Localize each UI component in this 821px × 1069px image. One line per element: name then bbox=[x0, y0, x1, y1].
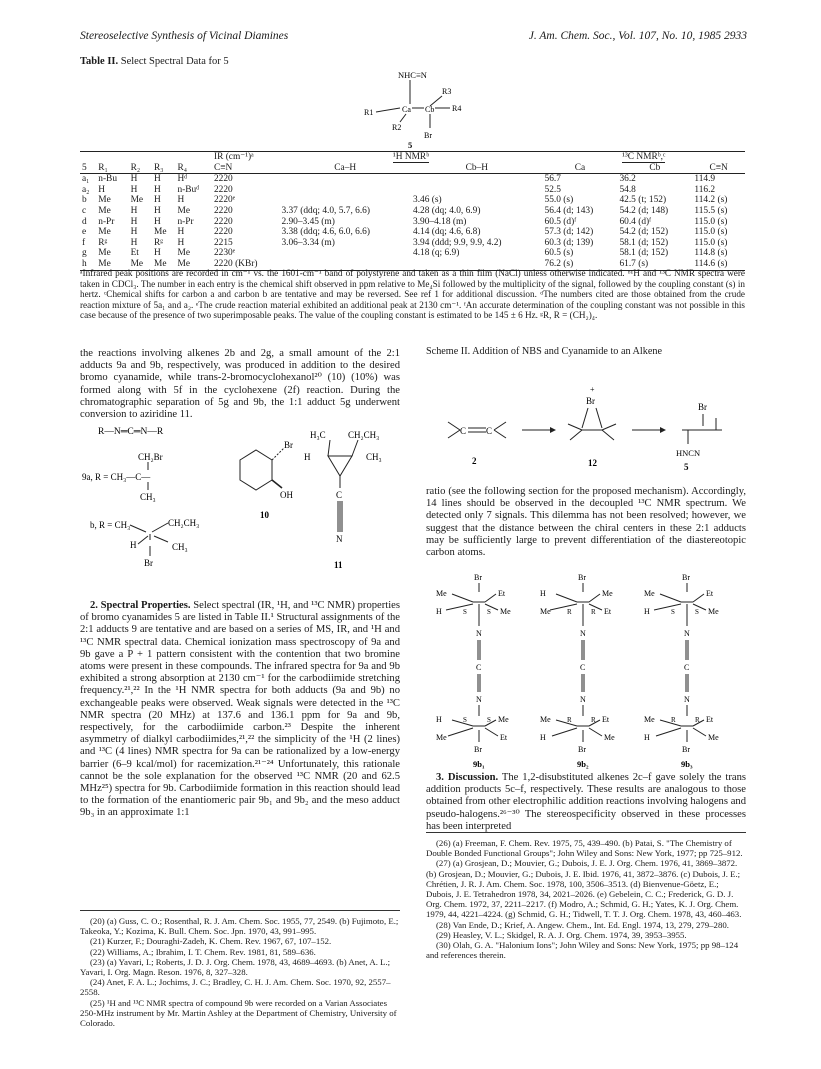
table-cell: 116.2 bbox=[694, 184, 716, 195]
struct9-bond bbox=[152, 523, 168, 532]
table-row bbox=[80, 206, 745, 217]
struct9-label-a: 9a, R = CH₃—C— bbox=[82, 472, 151, 482]
scheme-product-br: Br bbox=[698, 402, 707, 412]
table-cell bbox=[279, 174, 411, 185]
isomer-bond bbox=[656, 728, 681, 736]
scheme-alkene-c1: C bbox=[460, 426, 467, 436]
scheme-bond bbox=[494, 422, 506, 430]
table-cell: n-Pr bbox=[98, 216, 115, 227]
table-cell bbox=[411, 185, 543, 196]
table-cell: 4.28 (dq; 4.0, 6.9) bbox=[413, 205, 481, 216]
table-column-header: R₁ bbox=[96, 163, 128, 174]
reference-entry: (29) Heasley, V. L.; Skidgel, R. A. J. Org. Chem. 1974, 39, 3953–3955. bbox=[436, 929, 687, 940]
table-cell: 115.5 (s) bbox=[694, 205, 728, 216]
isomer-substituent: Et bbox=[500, 733, 508, 742]
struct-br: Br bbox=[424, 131, 432, 140]
left-para-2 bbox=[80, 600, 400, 820]
table-cell bbox=[279, 248, 411, 259]
table-number: Table II. bbox=[80, 56, 119, 67]
struct-r4: R4 bbox=[452, 104, 462, 113]
scheme-bond bbox=[568, 424, 582, 430]
struct10-bond bbox=[272, 480, 282, 488]
struct9-bond bbox=[138, 536, 148, 544]
table-cell: 56.4 (d; 143) bbox=[544, 205, 594, 216]
isomer-substituent: Me bbox=[644, 715, 655, 724]
table-cell: Me bbox=[154, 227, 167, 238]
scheme-bond bbox=[570, 430, 582, 440]
table-cell: Hᵈ bbox=[177, 174, 188, 185]
table-cell: e bbox=[82, 227, 87, 238]
struct11-bond bbox=[352, 440, 358, 456]
spectral-data-table bbox=[80, 151, 745, 271]
table-cell: 54.2 (d; 148) bbox=[619, 205, 669, 216]
isomer-stereo-label: R bbox=[591, 716, 596, 724]
table-cell: n-Pr bbox=[177, 216, 194, 227]
table-header-empty bbox=[80, 152, 212, 163]
isomer-bond bbox=[550, 604, 577, 610]
references-right bbox=[426, 838, 746, 960]
table-cell: H bbox=[154, 205, 161, 216]
table-cell: 60.5 (s) bbox=[544, 248, 574, 259]
scheme-bond bbox=[448, 430, 460, 438]
struct11-ch2ch3: CH₂CH₃ bbox=[348, 430, 380, 440]
isomer-atom-c: C bbox=[684, 663, 690, 672]
isomer-substituent: Me bbox=[708, 733, 719, 742]
isomer-br-top: Br bbox=[578, 573, 586, 582]
table-cell: 76.2 (s) bbox=[543, 259, 618, 270]
footnote-rule-left bbox=[80, 910, 400, 911]
struct-r1: R1 bbox=[364, 108, 374, 117]
scheme-title: Scheme II. Addition of NBS and Cyanamide to an Alkene bbox=[426, 346, 662, 357]
table-cell: H bbox=[154, 174, 161, 185]
isomer-br-top: Br bbox=[682, 573, 690, 582]
scheme-bond bbox=[596, 408, 602, 428]
reference-entry: (25) ¹H and ¹³C NMR spectra of compound 9b were recorded on a Varian Associates 250-MHz instrument by Mr. Martin Ashley at the Department of Chemistry, University of Colorado. bbox=[80, 997, 397, 1029]
isomer-stereo-label: R bbox=[567, 608, 572, 616]
table-cell: 60.4 (d)ᶠ bbox=[619, 216, 652, 227]
struct11-h3c: H₃C bbox=[310, 430, 326, 440]
table-cell: 115.0 (s) bbox=[694, 216, 728, 227]
isomer-bond bbox=[452, 594, 473, 602]
right-para-1: ratio (see the following section for the proposed mechanism). Accordingly, 14 lines should be observed in the decoupled ¹³C NMR spectrum. We detected only 7 signals. This dilemma has not been resolved; however, we suggest that the distance between the chiral centers in these 2:1 adducts may be sufficiently large to prevent differentiation of the diastereotopic carbon atoms. bbox=[426, 486, 746, 559]
isomer-br-top: Br bbox=[474, 573, 482, 582]
table-cell: Me bbox=[152, 259, 175, 270]
isomer-atom-c: C bbox=[580, 663, 586, 672]
table-group-header-row bbox=[80, 152, 745, 163]
isomer-stereo-label: R bbox=[671, 716, 676, 724]
table-row bbox=[80, 195, 745, 206]
table-cell: 2220 bbox=[213, 174, 233, 185]
isomer-br-bottom: Br bbox=[578, 745, 586, 754]
struct9-ch3: CH₃ bbox=[140, 492, 156, 502]
table-cell bbox=[411, 174, 543, 185]
isomer-br-bottom: Br bbox=[474, 745, 482, 754]
struct11-h: H bbox=[304, 452, 311, 462]
table-cell: 3.46 (s) bbox=[413, 195, 442, 206]
table-cell: 2220 bbox=[213, 216, 233, 227]
isomer-bond bbox=[448, 728, 473, 736]
table-cell: g bbox=[82, 248, 87, 259]
table-row bbox=[80, 238, 745, 249]
isomer-bond bbox=[693, 728, 706, 736]
isomer-substituent: H bbox=[644, 733, 650, 742]
table-cell: 2215 bbox=[213, 237, 233, 248]
section-title-spectral: 2. Spectral Properties. bbox=[90, 600, 191, 611]
table-column-header: 5 bbox=[80, 163, 96, 174]
left-para-1: the reactions involving alkenes 2b and 2g, a small amount of the 2:1 adducts 9a and 9b, respectively, was produced in addition to the desired bromo cyanamide, while trans-2-bromocyclohexanol²⁰ (10) (10%) was formed along with 5f in the cyclohexene (2f) reaction. During the chromatographic separation of 5g and 9b, the 1:1 adduct 5g underwent conversion to aziridine 11. bbox=[80, 348, 400, 421]
table-cell: 58.1 (d; 152) bbox=[619, 248, 669, 259]
isomer-substituent: H bbox=[644, 607, 650, 616]
isomer-label: 9b₃ bbox=[681, 759, 693, 769]
isomer-substituent: H bbox=[540, 733, 546, 742]
struct9-ch2ch3: CH₂CH₃ bbox=[168, 518, 200, 528]
table-cell: 2230ᵉ bbox=[213, 248, 236, 259]
isomer-bond bbox=[654, 604, 681, 610]
struct11-n: N bbox=[336, 534, 343, 544]
isomer-substituent: Et bbox=[498, 589, 506, 598]
table-cell: h bbox=[80, 259, 96, 270]
table-cell: 3.37 (ddq; 4.0, 5.7, 6.6) bbox=[281, 205, 370, 216]
table-cell: 57.3 (d; 142) bbox=[544, 227, 594, 238]
table-cell: Rᵍ bbox=[98, 237, 108, 248]
table-title bbox=[80, 56, 229, 67]
table-header-hnmr: ¹H NMRᵇ bbox=[279, 152, 542, 163]
isomer-bond bbox=[556, 594, 577, 602]
table-cell: Rᵍ bbox=[154, 237, 164, 248]
scheme-bond bbox=[582, 408, 588, 428]
table-cell: 3.38 (ddq; 4.6, 6.0, 6.6) bbox=[281, 227, 370, 238]
table-cell: H bbox=[177, 195, 185, 206]
table-cell: H bbox=[154, 195, 161, 206]
table-cell: n-Buᵈ bbox=[177, 184, 200, 195]
reference-entry: (26) (a) Freeman, F. Chem. Rev. 1975, 75, 439–490. (b) Patai, S. "The Chemistry of Double Bonded Functional Groups"; John Wiley and Sons: New York, 1977; pp 725–912. bbox=[426, 838, 743, 859]
table-cell: 55.0 (s) bbox=[544, 195, 574, 206]
struct-ca: Ca bbox=[402, 105, 411, 114]
reference-entry: (27) (a) Grosjean, D.; Mouvier, G.; Dubois, J. E. J. Org. Chem. 1976, 41, 3869–3872. (b) Grosjean, D.; Mouvier, G.; Dubois, J. E. Ibid. 1976, 41, 3872–3876. (c) Dubois, J. E.; Chrétien, J. R. J. Am. Chem. Soc. 1978, 100, 3506–3513. (d) Bienvenue-Göetz, E.; Dubois, J. E. Tetrahedron 1978, 34, 2021–2026. (e) Gebelein, C. C.; Frederick, G. D. J. Org. Chem. 1972, 37, 2211–2217. (f) Modro, A.; Schmid, G. H.; Yates, K. J. Org. Chem. 1979, 44, 4221–4224. (g) Schmid, G. H.; Tidwell, T. T. J. Org. Chem. 1978, 43, 460–463. bbox=[426, 858, 742, 920]
isomer-substituent: Me bbox=[540, 715, 551, 724]
isomers-9b bbox=[426, 570, 746, 770]
struct-bond bbox=[376, 108, 400, 112]
table-cell: Me bbox=[98, 195, 111, 206]
isomer-substituent: H bbox=[540, 589, 546, 598]
table-cell: a₁ bbox=[82, 174, 90, 185]
table-cell: 60.5 (d)ᶠ bbox=[544, 216, 577, 227]
table-cell bbox=[279, 185, 411, 196]
isomer-stereo-label: R bbox=[567, 716, 572, 724]
table-cell: Me bbox=[129, 259, 152, 270]
isomer-substituent: Me bbox=[604, 733, 615, 742]
isomer-stereo-label: R bbox=[591, 608, 596, 616]
struct-bond bbox=[400, 114, 406, 122]
references-left bbox=[80, 916, 400, 1028]
table-caption: Select Spectral Data for 5 bbox=[120, 56, 229, 67]
table-cell: H bbox=[177, 227, 185, 238]
table-cell: 54.8 bbox=[619, 184, 636, 195]
isomer-atom-c: C bbox=[476, 663, 482, 672]
struct10-br: Br bbox=[284, 440, 293, 450]
struct9-br: Br bbox=[144, 558, 153, 568]
isomer-bond bbox=[660, 594, 681, 602]
table-row bbox=[80, 217, 745, 228]
struct9-carbodiimide: R—N═C═N—R bbox=[98, 427, 164, 437]
table-row bbox=[80, 185, 745, 196]
table-column-header: R₃ bbox=[152, 163, 175, 174]
isomer-substituent: Me bbox=[540, 607, 551, 616]
table-cell: n-Bu bbox=[98, 174, 117, 185]
isomer-substituent: Et bbox=[604, 607, 612, 616]
table-cell: 115.0 (s) bbox=[694, 227, 728, 238]
table-cell: H bbox=[177, 237, 185, 248]
table-column-header: R₄ bbox=[175, 163, 211, 174]
struct9-ch3b: CH₃ bbox=[172, 542, 188, 552]
isomer-stereo-label: S bbox=[487, 716, 491, 724]
scheme-label-2: 2 bbox=[472, 456, 477, 466]
isomer-substituent: Me bbox=[436, 733, 447, 742]
table-cell: 2220 bbox=[213, 227, 233, 238]
reference-entry: (24) Anet, F. A. L.; Jochims, J. C.; Bradley, C. H. J. Am. Chem. Soc. 1970, 92, 2557–2558. bbox=[80, 977, 391, 998]
isomer-substituent: H bbox=[436, 715, 442, 724]
isomer-bond bbox=[552, 728, 577, 736]
structures-9-10-11 bbox=[80, 408, 410, 596]
scheme-arrowhead-1 bbox=[550, 427, 556, 433]
scheme-label-12: 12 bbox=[588, 458, 597, 468]
table-column-header: C≡N bbox=[692, 163, 745, 174]
isomer-atom-n: N bbox=[476, 695, 482, 704]
table-cell: Me bbox=[175, 259, 211, 270]
struct9-bond bbox=[154, 536, 168, 542]
table-row bbox=[80, 174, 745, 185]
struct11-ch3: CH₃ bbox=[366, 452, 382, 462]
table-cell: 114.9 bbox=[694, 174, 716, 185]
table-cell: 58.1 (d; 152) bbox=[619, 237, 669, 248]
table-cell: d bbox=[82, 216, 87, 227]
isomer-label: 9b₂ bbox=[577, 759, 589, 769]
isomer-bond bbox=[485, 594, 496, 602]
reference-entry: (23) (a) Yavari, I.; Roberts, J. D. J. Org. Chem. 1978, 43, 4689–4693. (b) Anet, A. L.; Yavari, I. Org. Magn. Reson. 1976, 8, 327–328. bbox=[80, 956, 391, 978]
struct9-label-b: b, R = CH₃ bbox=[90, 520, 131, 530]
isomer-label: 9b₁ bbox=[473, 759, 485, 769]
table-footnotes: ᵃInfrared peak positions are recorded in cm⁻¹ vs. the 1601-cm⁻¹ band of polystyrene and taken as a thin film (NaCl) unless otherwise indicated. ᵇ¹H and ¹³C NMR spectra were taken in CDCl₃. The number in each entry is the chemical shift observed in ppm relative to Me₄Si followed by the multiplicity of the signal, followed by the coupling constant (s) in hertz. ᶜChemical shifts for carbon a and carbon b are tentative and may be reversed. See ref 1 for additional discussion. ᵈThe numbers cited are those obtained from the crude reaction mixture of 5a₁ and a₂. ᵉThe crude reaction material exhibited an additional peak at 2130 cm⁻¹. ᶠAn accurate determination of the coupling constant was not possible in this case because of the presence of two superimposable peaks. The value of the coupling constant is estimated to be 145 ± 6 Hz. ᵍR, R = (CH₂)₄. bbox=[80, 268, 745, 321]
struct9-ch2br: CH₂Br bbox=[138, 452, 163, 462]
reference-entry: (22) Williams, A.; Ibrahim, I. T. Chem. Rev. 1981, 81, 589–636. bbox=[90, 946, 316, 957]
table-cell: 114.8 (s) bbox=[694, 248, 728, 259]
table-cell: 4.18 (q; 6.9) bbox=[413, 248, 460, 259]
table-cell: f bbox=[82, 237, 86, 248]
table-cell: 3.90–4.18 (m) bbox=[413, 216, 467, 227]
struct11-aziridine-ring bbox=[328, 456, 352, 476]
table-cell: 2220 bbox=[213, 205, 233, 216]
table-cell: b bbox=[82, 195, 87, 206]
table-cell: H bbox=[130, 174, 138, 185]
table-cell: 115.0 (s) bbox=[694, 237, 728, 248]
table-cell: 56.7 bbox=[544, 174, 561, 185]
isomer-atom-n: N bbox=[580, 695, 586, 704]
struct10-label: 10 bbox=[260, 510, 269, 520]
isomer-stereo-label: S bbox=[695, 608, 699, 616]
scheme-bond bbox=[448, 422, 460, 430]
running-header-journal: J. Am. Chem. Soc., Vol. 107, No. 10, 1985 2933 bbox=[528, 30, 747, 42]
table-cell: Me bbox=[98, 248, 111, 259]
scheme-label-5: 5 bbox=[684, 462, 689, 472]
table-cell: 36.2 bbox=[619, 174, 636, 185]
table-column-header: R₂ bbox=[129, 163, 152, 174]
isomer-atom-n: N bbox=[580, 629, 586, 638]
isomer-substituent: Et bbox=[706, 589, 714, 598]
table-cell: 2220 (KBr) bbox=[212, 259, 279, 270]
table-cell: 60.3 (d; 139) bbox=[544, 237, 594, 248]
isomer-stereo-label: S bbox=[487, 608, 491, 616]
table-cell: H bbox=[98, 184, 106, 195]
table-column-header: Ca–H bbox=[279, 163, 411, 174]
spectral-properties-text: Select spectral (IR, ¹H, and ¹³C NMR) properties of bromo cyanamides 5 are listed in Table II.¹ Structural assignments of the 2:1 adducts 9 are tentative and are based on a series of MS, IR, and ¹H and ¹³C NMR spectral data. Chemical ionization mass spectroscopy of 9a and 9b gave a P + 1 pattern consistent with the contention that two bromine atoms were present in these compounds. The infrared spectra for 9a and 9b exhibited a strong absorption at 2130 cm⁻¹ for the carbodiimide stretching frequency.²¹,²² In the ¹H NMR spectra for both adducts (9a and 9b) no exchangeable peaks were observed. Weak signals were detected in the ¹³C NMR spectra (20 MHz) at 137.6 and 136.1 ppm for 9a and 9b, respectively, for the carbodiimide carbon.²³ Despite the inherent asymmetry of dialkyl carbodiimides,²¹,²² the simplicity of the ¹H (2 lines) and ¹³C (4 lines) NMR spectra for 9a can be rationalized by a low-energy barrier (6–9 kcal/mol) for racemization.²¹⁻²⁴ Unfortunately, this rationale cannot be the sole explanation for the observed ¹³C NMR (20 and 62.5 MHz²⁵) spectra for 9b. Carbodiimide formation in this reaction should lead to the formation of the enantiomeric pair 9b₁ and 9b₂ and the meso adduct 9b₃ in an approximate 1:1 bbox=[80, 600, 400, 819]
isomer-substituent: Et bbox=[602, 715, 610, 724]
table-cell bbox=[279, 195, 411, 206]
isomer-substituent: Me bbox=[708, 607, 719, 616]
isomer-atom-n: N bbox=[684, 695, 690, 704]
struct9-h: H bbox=[130, 540, 137, 550]
scheme-br-plus: Br bbox=[586, 396, 595, 406]
table-cell: H bbox=[130, 205, 138, 216]
table-cell: Me bbox=[98, 205, 111, 216]
scheme-alkene-c2: C bbox=[486, 426, 493, 436]
table-cell: 3.06–3.34 (m) bbox=[281, 237, 335, 248]
table-header-ir: IR (cm⁻¹)ᵃ bbox=[212, 152, 279, 163]
table-column-header-row bbox=[80, 163, 745, 174]
struct11-label: 11 bbox=[334, 560, 343, 570]
isomer-bond bbox=[446, 604, 473, 610]
structure-5 bbox=[340, 68, 490, 150]
table-column-header: Cb–H bbox=[411, 163, 543, 174]
footnote-rule-right bbox=[426, 832, 746, 833]
reference-entry: (30) Olah, G. A. "Halonium Ions"; John Wiley and Sons: New York, 1975; pp 98–124 and references therein. bbox=[426, 940, 739, 961]
table-cell: 2.90–3.45 (m) bbox=[281, 216, 335, 227]
isomer-bond bbox=[693, 594, 704, 602]
scheme-bond bbox=[602, 430, 614, 440]
table-cell: 114.6 (s) bbox=[692, 259, 745, 270]
struct-r3: R3 bbox=[442, 87, 452, 96]
discussion-text: The 1,2-disubstituted alkenes 2c–f gave solely the trans addition products 5c–f, respectively. These results are analogous to those obtained from other electrophilic addition reactions involving halogens and pseudo-halogens.²⁶⁻³⁰ The stereospecificity observed in these processes has been interpreted bbox=[426, 772, 746, 832]
struct10-bond bbox=[272, 448, 284, 460]
table-cell: 54.2 (d; 152) bbox=[619, 227, 669, 238]
table-row bbox=[80, 248, 745, 259]
section-title-discussion: 3. Discussion. bbox=[436, 772, 499, 783]
scheme-bond bbox=[602, 424, 616, 430]
reference-entry: (28) Van Ende, D.; Krief, A. Angew. Chem., Int. Ed. Engl. 1974, 13, 279, 279–280. bbox=[436, 919, 729, 930]
table-cell: H bbox=[154, 184, 161, 195]
isomer-stereo-label: S bbox=[463, 608, 467, 616]
table-row bbox=[80, 227, 745, 238]
isomer-bond bbox=[589, 594, 600, 602]
isomer-atom-n: N bbox=[684, 629, 690, 638]
scheme-ii-diagram bbox=[426, 362, 746, 480]
table-body bbox=[80, 174, 745, 270]
struct-r2: R2 bbox=[392, 123, 402, 132]
table-cell: 3.94 (ddd; 9.9, 9.9, 4.2) bbox=[413, 237, 502, 248]
struct11-c: C bbox=[336, 490, 343, 500]
table-column-header: Ca bbox=[543, 163, 618, 174]
isomer-substituent: Me bbox=[498, 715, 509, 724]
isomer-bond bbox=[589, 728, 602, 736]
isomer-bond bbox=[485, 728, 498, 736]
isomer-stereo-label: S bbox=[463, 716, 467, 724]
struct-cb: Cb bbox=[425, 105, 435, 114]
table-cell: H bbox=[154, 216, 161, 227]
table-cell: H bbox=[154, 248, 161, 259]
isomer-substituent: Me bbox=[500, 607, 511, 616]
isomer-substituent: H bbox=[436, 607, 442, 616]
scheme-plus: + bbox=[590, 385, 595, 394]
isomer-substituent: Me bbox=[644, 589, 655, 598]
isomer-br-bottom: Br bbox=[682, 745, 690, 754]
struct-label-5: 5 bbox=[408, 140, 413, 150]
reference-entry: (20) (a) Guss, C. O.; Rosenthal, R. J. Am. Chem. Soc. 1955, 77, 2549. (b) Fujimoto, E.; Takeoka, Y.; Kozima, K. Bull. Chem. Soc. Jpn. 1970, 43, 991–995. bbox=[80, 916, 399, 937]
table-cell: Me bbox=[98, 227, 111, 238]
table-cell: 2220ᵉ bbox=[213, 195, 236, 206]
isomer-stereo-label: R bbox=[695, 716, 700, 724]
table-cell: H bbox=[130, 227, 138, 238]
scheme-hncn: HNCN bbox=[676, 448, 701, 458]
table-cell: 61.7 (s) bbox=[617, 259, 692, 270]
table-column-header: C≡N bbox=[212, 163, 279, 174]
scheme-bond bbox=[494, 430, 506, 438]
table-cell: H bbox=[130, 184, 138, 195]
struct-nhcn: NHC≡N bbox=[398, 70, 427, 80]
reference-entry: (21) Kurzer, F.; Douraghi-Zadeh, K. Chem. Rev. 1967, 67, 107–152. bbox=[90, 936, 332, 947]
table-cell: Me bbox=[177, 205, 190, 216]
table-column-header: Cb bbox=[617, 163, 692, 174]
right-para-2 bbox=[426, 772, 746, 833]
table-header-cnmr: ¹³C NMRᵇ,ᶜ bbox=[543, 152, 745, 163]
struct9-bond bbox=[130, 525, 146, 532]
struct10-ring bbox=[240, 450, 272, 490]
table-cell: Et bbox=[130, 248, 139, 259]
table-cell: 2220 bbox=[213, 184, 233, 195]
isomer-substituent: Et bbox=[706, 715, 714, 724]
isomer-stereo-label: S bbox=[671, 608, 675, 616]
table-cell: Me bbox=[177, 248, 190, 259]
table-cell: H bbox=[130, 237, 138, 248]
table-cell: H bbox=[130, 216, 138, 227]
struct11-bond bbox=[328, 440, 330, 456]
table-cell: 114.2 (s) bbox=[694, 195, 728, 206]
table-cell: 4.14 (dq; 4.6, 6.8) bbox=[413, 227, 481, 238]
table-cell: c bbox=[82, 205, 87, 216]
table-cell: 42.5 (t; 152) bbox=[619, 195, 667, 206]
table-cell: Me bbox=[130, 195, 144, 206]
isomer-substituent: Me bbox=[602, 589, 613, 598]
struct10-oh: OH bbox=[280, 490, 293, 500]
running-header-title: Stereoselective Synthesis of Vicinal Diamines bbox=[80, 30, 289, 42]
table-cell: a₂ bbox=[82, 184, 90, 195]
table-cell: Me bbox=[96, 259, 128, 270]
scheme-arrowhead-2 bbox=[660, 427, 666, 433]
isomer-substituent: Me bbox=[436, 589, 447, 598]
table-cell: 52.5 bbox=[544, 184, 561, 195]
isomer-atom-n: N bbox=[476, 629, 482, 638]
